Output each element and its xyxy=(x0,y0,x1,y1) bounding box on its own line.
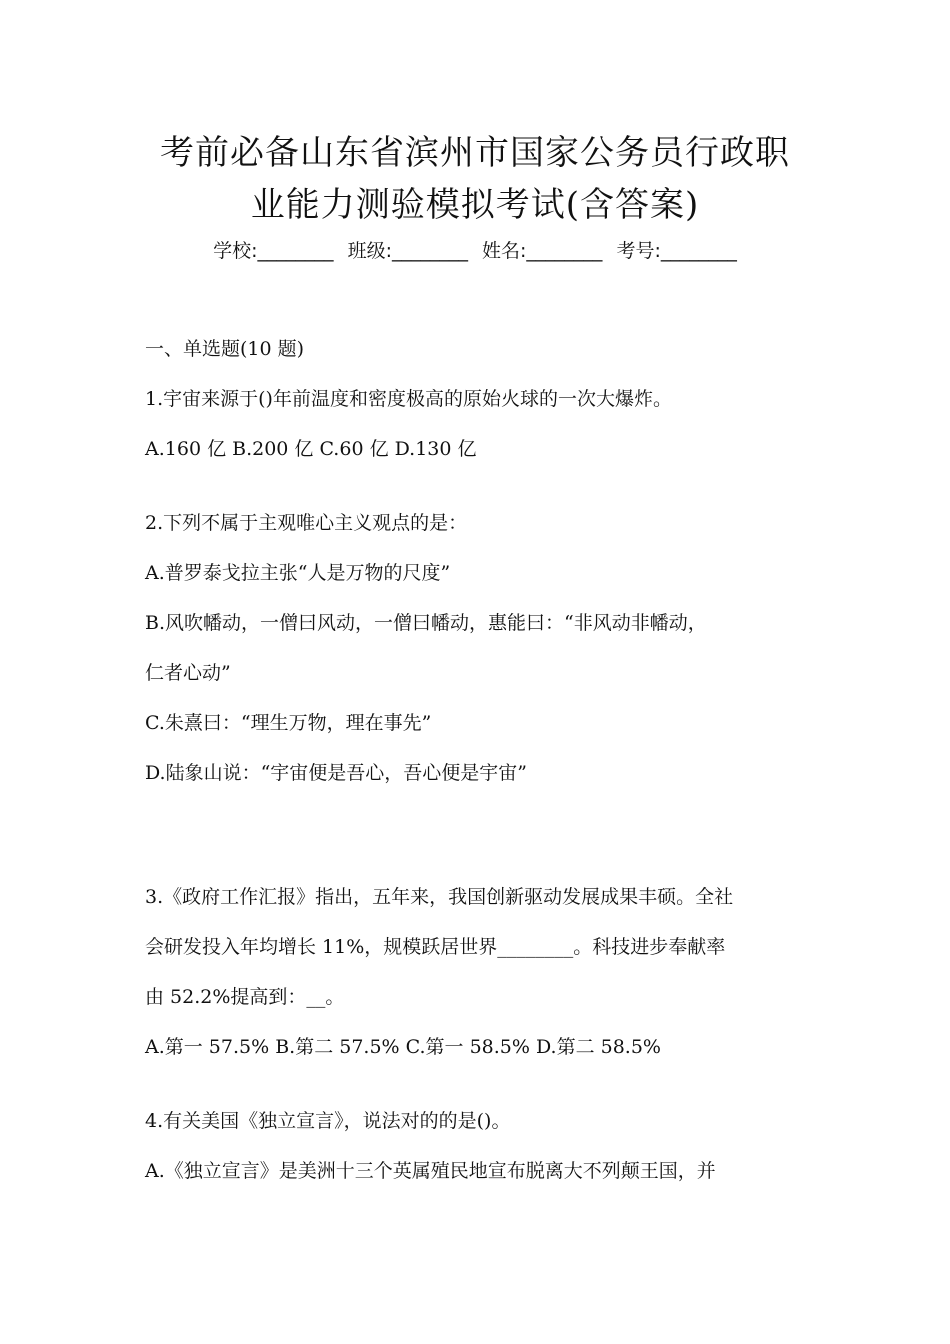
student-info-fields xyxy=(120,236,830,266)
class-field: 班级:________ xyxy=(347,240,468,262)
question-3-options: A.第一 57.5% B.第二 57.5% C.第一 58.5% D.第二 58.5% xyxy=(145,1036,661,1058)
question-2-stem: 2.下列不属于主观唯心主义观点的是： xyxy=(145,512,468,534)
document-title-line-2: 业能力测验模拟考试(含答案) xyxy=(250,185,700,225)
question-2-option-c: C.朱熹曰：“理生万物，理在事先” xyxy=(145,712,432,734)
question-2-option-b-line-1: B.风吹幡动，一僧曰风动，一僧曰幡动，惠能曰：“非风动非幡动， xyxy=(145,612,707,634)
question-3-stem-line-2: 会研发投入年均增长 11%，规模跃居世界________。科技进步奉献率 xyxy=(145,936,726,958)
question-2-option-d: D.陆象山说：“宇宙便是吾心，吾心便是宇宙” xyxy=(145,762,528,784)
section-heading: 一、单选题(10 题) xyxy=(145,338,305,360)
question-4-option-a-line-1: A.《独立宣言》是美洲十三个英属殖民地宣布脱离大不列颠王国，并 xyxy=(145,1160,716,1182)
name-field: 姓名:________ xyxy=(482,240,603,262)
question-3-stem-line-1: 3.《政府工作汇报》指出，五年来，我国创新驱动发展成果丰硕。全社 xyxy=(145,886,734,908)
question-3-stem-line-3: 由 52.2%提高到：__。 xyxy=(145,986,345,1008)
question-2-option-a: A.普罗泰戈拉主张“人是万物的尺度” xyxy=(145,562,451,584)
question-1-stem: 1.宇宙来源于()年前温度和密度极高的原始火球的一次大爆炸。 xyxy=(145,388,672,410)
exam-number-field: 考号:________ xyxy=(616,240,737,262)
question-4-stem: 4.有关美国《独立宣言》，说法对的的是()。 xyxy=(145,1110,511,1132)
question-1-options: A.160 亿 B.200 亿 C.60 亿 D.130 亿 xyxy=(145,438,477,460)
school-field: 学校:________ xyxy=(213,240,334,262)
document-title-line-1: 考前必备山东省滨州市国家公务员行政职 xyxy=(160,133,790,173)
question-2-option-b-line-2: 仁者心动” xyxy=(145,662,231,684)
